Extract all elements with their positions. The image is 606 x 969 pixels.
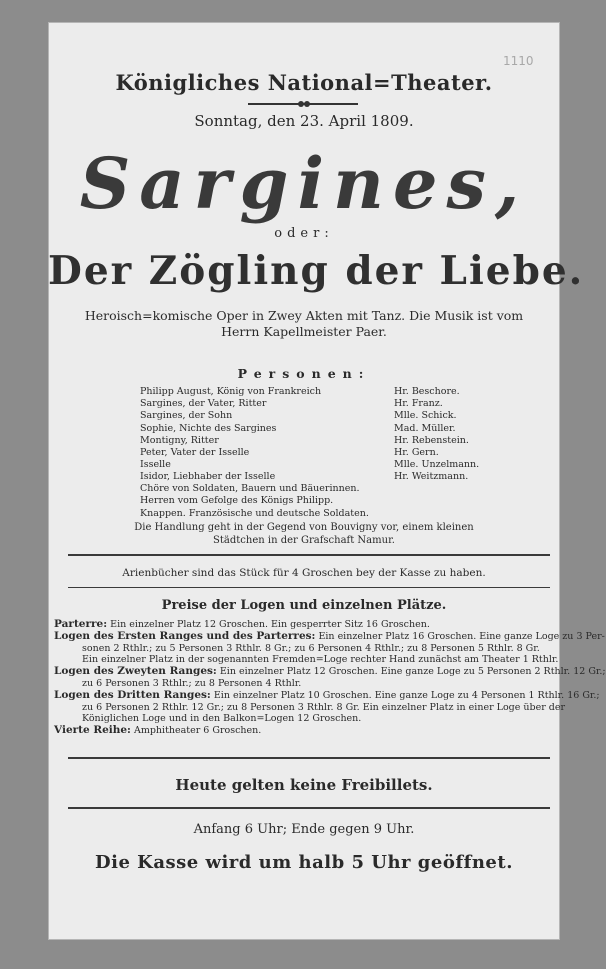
cast-actor: Hr. Rebenstein. (394, 434, 469, 446)
price-line (54, 665, 606, 678)
cast-row (140, 459, 480, 471)
cast-row (140, 386, 470, 398)
theater-name: Königliches National=Theater. (115, 70, 493, 95)
price-label: Logen des Zweyten Ranges: (54, 665, 217, 678)
price-label: Vierte Reihe: (54, 724, 131, 737)
cast-row (140, 447, 470, 459)
price-text: sonen 2 Rthlr.; zu 5 Personen 3 Rthlr. 8 Gr.; zu 6 Personen 4 Rthlr.; zu 8 Personen 5 Rthlr. 8 Gr. (82, 642, 540, 654)
genre-description (48, 308, 560, 340)
cast-actor: Hr. Franz. (394, 398, 443, 410)
start-end-times: Anfang 6 Uhr; Ende gegen 9 Uhr. (193, 822, 415, 837)
price-text: zu 6 Personen 3 Rthlr.; zu 8 Personen 4 Rthlr. (82, 677, 302, 689)
price-text: Ein einzelner Platz in der sogenannten Fremden=Loge rechter Hand zunächst am Theater 1 Rthlr. (82, 654, 559, 666)
extras-line: Chöre von Soldaten, Bauern und Bäuerinnen. (140, 483, 360, 495)
extras-line: Knappen. Französische und deutsche Soldaten. (140, 507, 369, 519)
price-text: Königlichen Loge und in den Balkon=Logen 12 Groschen. (82, 713, 362, 725)
cast-actor: Mlle. Schick. (394, 410, 457, 422)
price-line (54, 701, 566, 714)
price-line (54, 725, 554, 737)
cast-role: Sargines, der Vater, Ritter (140, 398, 267, 410)
cast-role: Philipp August, König von Frankreich (140, 386, 322, 397)
cast-row (140, 435, 470, 447)
cast-actor: Hr. Gern. (394, 446, 439, 458)
libretto-note: Arienbücher sind das Stück für 4 Groschen bey der Kasse zu haben. (122, 567, 486, 579)
pencil-number: 1110 (503, 54, 534, 68)
cast-extras (140, 471, 480, 520)
opera-title: Sargines, (79, 142, 529, 225)
setting-line-2: Städtchen in der Grafschaft Namur. (213, 535, 395, 546)
price-text: Ein einzelner Platz 12 Groschen. Eine ganze Loge zu 5 Personen 2 Rthlr. 12 Gr.; (219, 666, 606, 678)
cast-row (140, 398, 470, 410)
genre-line-2: Herrn Kapellmeister Paer. (221, 324, 387, 339)
price-list (54, 618, 606, 737)
price-text: Amphitheater 6 Groschen. (133, 725, 262, 737)
prices-heading: Preise der Logen und einzelnen Plätze. (161, 598, 447, 613)
ornamental-divider (248, 103, 358, 105)
cast-role: Sargines, der Sohn (140, 410, 233, 422)
personen-heading: Personen: (237, 366, 371, 381)
price-text: zu 6 Personen 2 Rthlr. 12 Gr.; zu 8 Personen 3 Rthlr. 8 Gr. Ein einzelner Platz in einer Loge über der (82, 701, 566, 713)
divider-rule (68, 554, 550, 556)
divider-rule (68, 807, 550, 809)
price-line (54, 688, 600, 702)
price-line (54, 629, 605, 643)
price-label: Parterre: (54, 618, 108, 630)
cast-row (140, 410, 470, 422)
cast-role: Isselle (140, 459, 171, 471)
price-label: Logen des Dritten Ranges: (54, 688, 211, 701)
cast-role: Sophie, Nichte des Sargines (140, 422, 277, 434)
cast-role: Peter, Vater der Isselle (140, 446, 250, 458)
cast-row (140, 471, 480, 483)
genre-line-1: Heroisch=komische Oper in Zwey Akten mit Tanz. Die Musik ist vom (84, 308, 524, 323)
cast-actor: Hr. Beschore. (394, 386, 460, 397)
price-text: Ein einzelner Platz 12 Groschen. Ein gesperrter Sitz 16 Groschen. (110, 619, 430, 630)
no-free-tickets-notice: Heute gelten keine Freibillets. (175, 776, 433, 794)
divider-rule (68, 757, 550, 759)
setting-note (48, 521, 560, 547)
performance-date: Sonntag, den 23. April 1809. (194, 112, 414, 130)
cast-actor: Mad. Müller. (394, 422, 456, 434)
cast-row (140, 423, 470, 435)
cast-actor: Mlle. Unzelmann. (394, 459, 480, 471)
price-label: Logen des Ersten Ranges und des Parterres: (54, 629, 316, 642)
oder-label: oder: (274, 226, 334, 241)
cast-list (140, 386, 480, 471)
price-text: Ein einzelner Platz 16 Groschen. Eine ganze Loge zu 3 Per- (318, 630, 605, 642)
playbill-sheet (48, 22, 606, 940)
cast-role: Montigny, Ritter (140, 434, 219, 446)
cast-actor: Hr. Weitzmann. (394, 471, 469, 482)
price-text: Ein einzelner Platz 10 Groschen. Eine ganze Loge zu 4 Personen 1 Rthlr. 16 Gr.; (213, 689, 600, 701)
extras-line: Herren vom Gefolge des Königs Philipp. (140, 495, 334, 507)
box-office-opening: Die Kasse wird um halb 5 Uhr geöffnet. (95, 852, 513, 873)
price-line (54, 643, 554, 655)
cast-role: Isidor, Liebhaber der Isselle (140, 471, 276, 482)
divider-rule (68, 587, 550, 588)
opera-subtitle: Der Zögling der Liebe. (48, 248, 585, 294)
setting-line-1: Die Handlung geht in der Gegend von Bouvigny vor, einem kleinen (134, 522, 474, 533)
